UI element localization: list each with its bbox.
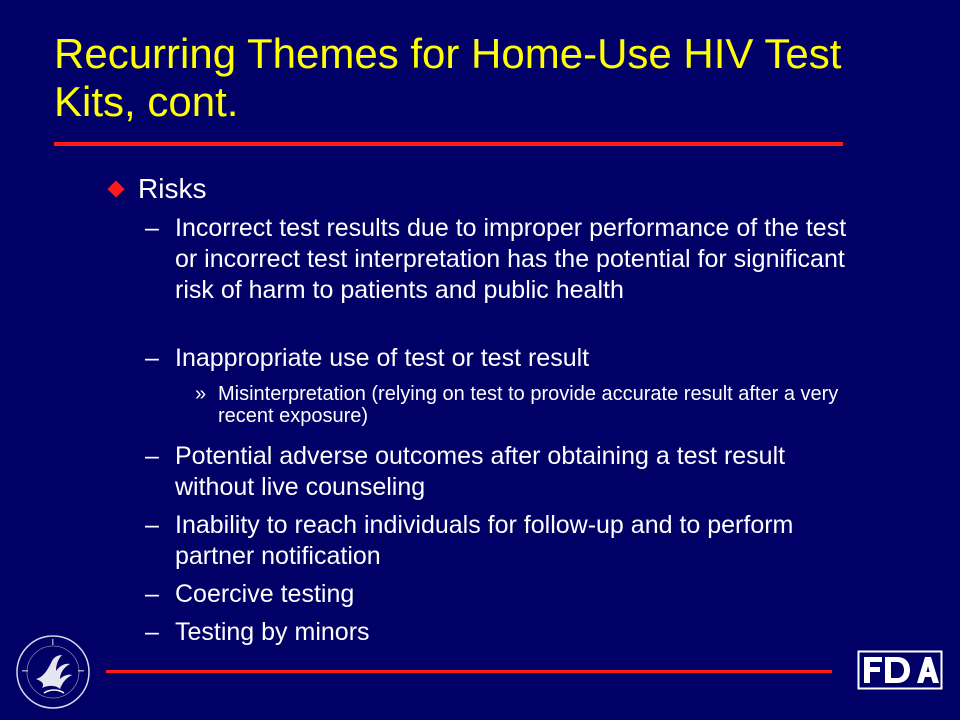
risk-item-text: Inability to reach individuals for follow-up and to perform partner notification <box>175 511 794 570</box>
risk-item-text: Potential adverse outcomes after obtaining a test result without live counseling <box>175 442 786 501</box>
dash-marker: – <box>145 618 159 646</box>
risk-item-text: Testing by minors <box>175 618 370 646</box>
dash-marker: – <box>145 442 159 470</box>
dash-marker: – <box>145 511 159 539</box>
dash-marker: – <box>145 214 159 242</box>
slide-title: Recurring Themes for Home-Use HIV Test Kits, cont. <box>54 30 842 125</box>
dash-marker: – <box>145 344 159 372</box>
risk-item <box>145 510 865 572</box>
risk-sub-item-text: Misinterpretation (relying on test to provide accurate result after a very recent exposure) <box>218 383 839 427</box>
risk-item <box>145 617 865 648</box>
risk-item-text: Coercive testing <box>175 580 355 608</box>
risk-sub-item <box>195 383 855 427</box>
risk-item <box>145 579 865 610</box>
risk-item <box>145 343 865 374</box>
risk-item <box>145 441 865 503</box>
diamond-bullet-icon <box>108 181 125 198</box>
footer-divider <box>106 670 832 673</box>
bullet-label: Risks <box>138 173 207 204</box>
risk-item-text: Inappropriate use of test or test result <box>175 344 590 372</box>
sub-marker: » <box>195 383 207 405</box>
fda-logo-icon <box>857 650 943 690</box>
hhs-seal-icon <box>14 633 92 711</box>
dash-marker: – <box>145 580 159 608</box>
risk-item-text: Incorrect test results due to improper performance of the test or incorrect test interpretation has the potential for significant risk of harm to patients and public health <box>175 214 847 304</box>
bullet-risks <box>108 172 206 206</box>
risk-item <box>145 213 865 306</box>
